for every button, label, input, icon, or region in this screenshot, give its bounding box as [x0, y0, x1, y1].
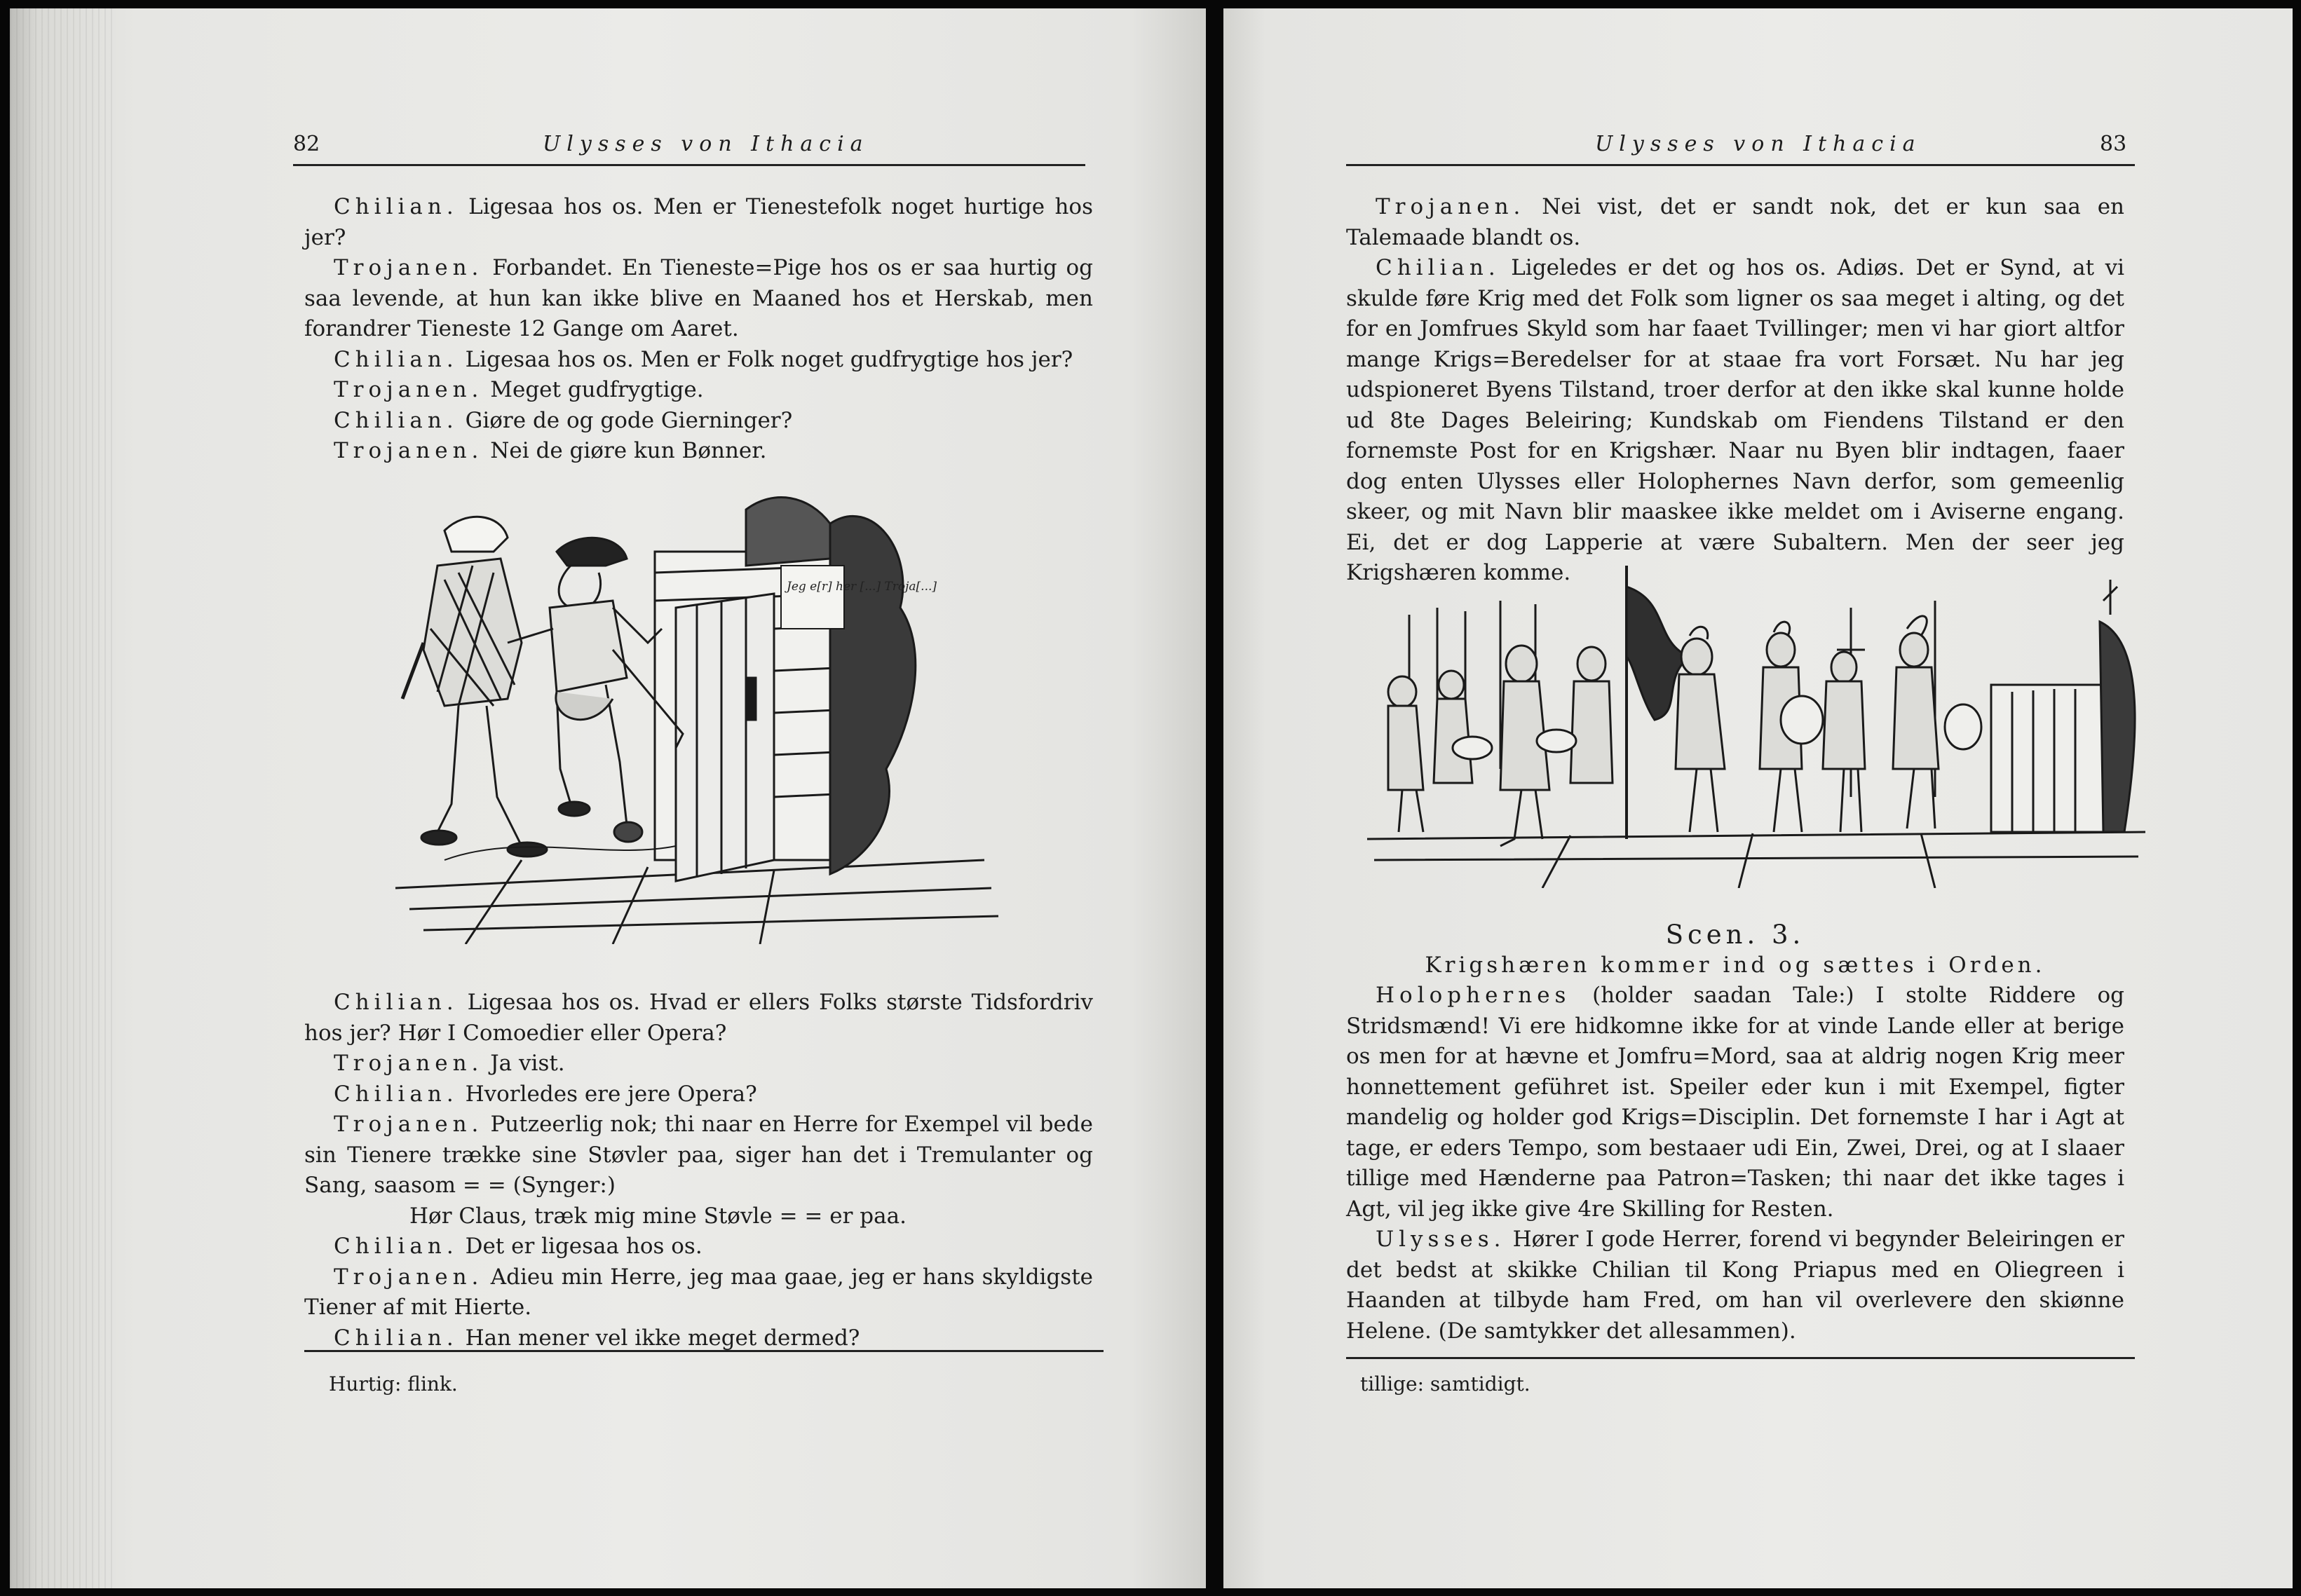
page-number-right: 83: [2100, 132, 2127, 156]
dialogue-block-right-upper: [1346, 192, 2124, 589]
right-page: [1223, 8, 2293, 1588]
footnote-right: tillige: samtidigt.: [1360, 1372, 1530, 1396]
speaker-name: Chilian.: [334, 990, 459, 1015]
dialogue-block-left-lower: [304, 988, 1093, 1353]
running-head-right: Ulysses von Ithacia: [1595, 132, 1922, 156]
speech-text: Ligesaa hos os. Men er Tienestefolk noget hurtige hos jer?: [304, 194, 1093, 250]
speaker-name: Trojanen.: [334, 1264, 484, 1290]
speaker-name: Chilian.: [334, 1234, 459, 1259]
speaker-name: Trojanen.: [334, 255, 484, 280]
speech-text: Putzeerlig nok; thi naar en Herre for Exempel vil bede sin Tienere trække sine Støvler paa, siger han det i Tremulanter og Sang, saasom = = (Synger:): [304, 1112, 1093, 1198]
speaker-name: Holophernes: [1376, 983, 1571, 1008]
speech-text: Det er ligesaa hos os.: [465, 1234, 702, 1259]
scene-block-right: [1346, 913, 2124, 1346]
speech-text: Ligeledes er det og hos os. Adiøs. Det er Synd, at vi skulde føre Krig med det Folk som ligner os saa meget i alting, og det for en Jomfrues Skyld som har faaet Tvillinger; men vi har giort altfor mange Krigs=Beredelser for at staae fra vort Forsæt. Nu har jeg udspioneret Byens Tilstand, troer derfor at den ikke skal kunne holde ud 8te Dages Beleiring; Kundskab om Fiendens Tilstand er den fornemste Post for en Krigshær. Naar nu Byen blir indtagen, faaer dog enten Ulysses eller Holophernes Navn derfor, som gemeenlig skeer, og mit Navn blir maaskee ikke meldet om i Aviserne engang. Ei, det er dog Lapperie at være Subaltern. Men der seer jeg Krigshæren komme.: [1346, 255, 2124, 585]
speaker-name: Trojanen.: [334, 1112, 484, 1137]
running-head-left: Ulysses von Ithacia: [543, 132, 869, 156]
sung-verse: Hør Claus, træk mig mine Støvle = = er paa.: [409, 1203, 907, 1229]
speech-text: Hører I gode Herrer, forend vi begynder Beleiringen er det bedst at skikke Chilian til Kong Priapus med en Oliegreen i Haanden at tilbyde ham Fred, om han vil overlevere den skiønne Helene. (De samtykker det allesammen).: [1346, 1227, 2125, 1344]
dialogue-line: [1346, 981, 2124, 1225]
speaker-name: Trojanen.: [334, 438, 484, 463]
speech-text: (holder saadan Tale:) I stolte Riddere og Stridsmænd! Vi ere hidkomne ikke for at vinde Lande eller at berige os men for at hævne et Jomfru=Mord, saa at aldrig nogen Krig meer honnettement geführet ist. Speiler eder kun i mit Exempel, figter mandelig og holder god Krigs=Disciplin. Det fornemste I har i Agt at tage, er eders Tempo, som bestaaer udi Ein, Zwei, Drei, og at I slaaer tillige med Hænderne paa Patron=Tasken; thi naar det ikke tages i Agt, vil jeg ikke give 4re Skilling for Resten.: [1346, 983, 2124, 1222]
speech-text: Giøre de og gode Gierninger?: [465, 407, 793, 433]
speaker-name: Trojanen.: [1376, 194, 1526, 219]
dialogue-line: [304, 192, 1093, 253]
footnote-left: Hurtig: flink.: [329, 1372, 458, 1396]
scene-subtitle: Krigshæren kommer ind og sættes i Orden.: [1425, 952, 2046, 978]
dialogue-line: [304, 1110, 1093, 1201]
illustration-army-assembling: [1360, 559, 2159, 888]
dialogue-line: [304, 1049, 1093, 1079]
footnote-rule-right: [1346, 1357, 2135, 1359]
illustration-two-men-at-gate: [381, 468, 1012, 944]
illustration-sign-text: Jeg e[r] her [...] Troja[...]: [787, 580, 937, 594]
dialogue-line: [304, 1262, 1093, 1323]
speech-text: Meget gudfrygtige.: [490, 377, 704, 402]
header-rule-left: [293, 164, 1085, 166]
speech-text: Nei de giøre kun Bønner.: [490, 438, 767, 463]
speaker-name: Chilian.: [1376, 255, 1500, 280]
speaker-name: Chilian.: [334, 346, 459, 372]
illustration-drawing: [1360, 559, 2159, 888]
speech-text: Adieu min Herre, jeg maa gaae, jeg er hans skyldigste Tiener af mit Hierte.: [304, 1264, 1094, 1320]
page-edge-stack: [10, 8, 115, 1588]
dialogue-line: [304, 436, 1093, 467]
page-number-left: 82: [293, 132, 320, 156]
dialogue-block-left-upper: [304, 192, 1093, 467]
speaker-name: Chilian.: [334, 194, 459, 219]
speaker-name: Chilian.: [334, 1325, 459, 1351]
dialogue-line: [304, 345, 1093, 376]
header-rule-right: [1346, 164, 2135, 166]
left-page: [10, 8, 1206, 1588]
dialogue-line: [304, 375, 1093, 406]
dialogue-line: [304, 1079, 1093, 1110]
speech-text: Han mener vel ikke meget dermed?: [465, 1325, 860, 1351]
speech-text: Forbandet. En Tieneste=Pige hos os er saa hurtig og saa levende, at hun kan ikke blive en Maaned hos et Herskab, men forandrer Tieneste 12 Gange om Aaret.: [304, 255, 1093, 341]
speaker-name: Chilian.: [334, 407, 459, 433]
scene-title: Scen. 3.: [1665, 920, 1805, 950]
speaker-name: Trojanen.: [334, 1051, 484, 1076]
dialogue-line: [304, 406, 1093, 437]
dialogue-line: [1346, 1225, 2124, 1346]
dialogue-line: [304, 1323, 1093, 1354]
speech-text: Hvorledes ere jere Opera?: [465, 1081, 757, 1107]
dialogue-line: [1346, 192, 2124, 253]
dialogue-line: [304, 253, 1093, 345]
speech-text: Ja vist.: [490, 1051, 565, 1076]
speech-text: Ligesaa hos os. Hvad er ellers Folks største Tidsfordriv hos jer? Hør I Comoedier eller Opera?: [304, 990, 1093, 1046]
dialogue-line: [304, 988, 1093, 1049]
dialogue-line: [1346, 253, 2124, 589]
illustration-drawing: [381, 468, 1012, 944]
footnote-rule-left: [304, 1350, 1104, 1352]
dialogue-line: [304, 1232, 1093, 1262]
speech-text: Nei vist, det er sandt nok, det er kun saa en Talemaade blandt os.: [1346, 194, 2125, 250]
speaker-name: Trojanen.: [334, 377, 484, 402]
speaker-name: Ulysses.: [1376, 1227, 1506, 1252]
speech-text: Ligesaa hos os. Men er Folk noget gudfrygtige hos jer?: [465, 346, 1073, 372]
speaker-name: Chilian.: [334, 1081, 459, 1107]
